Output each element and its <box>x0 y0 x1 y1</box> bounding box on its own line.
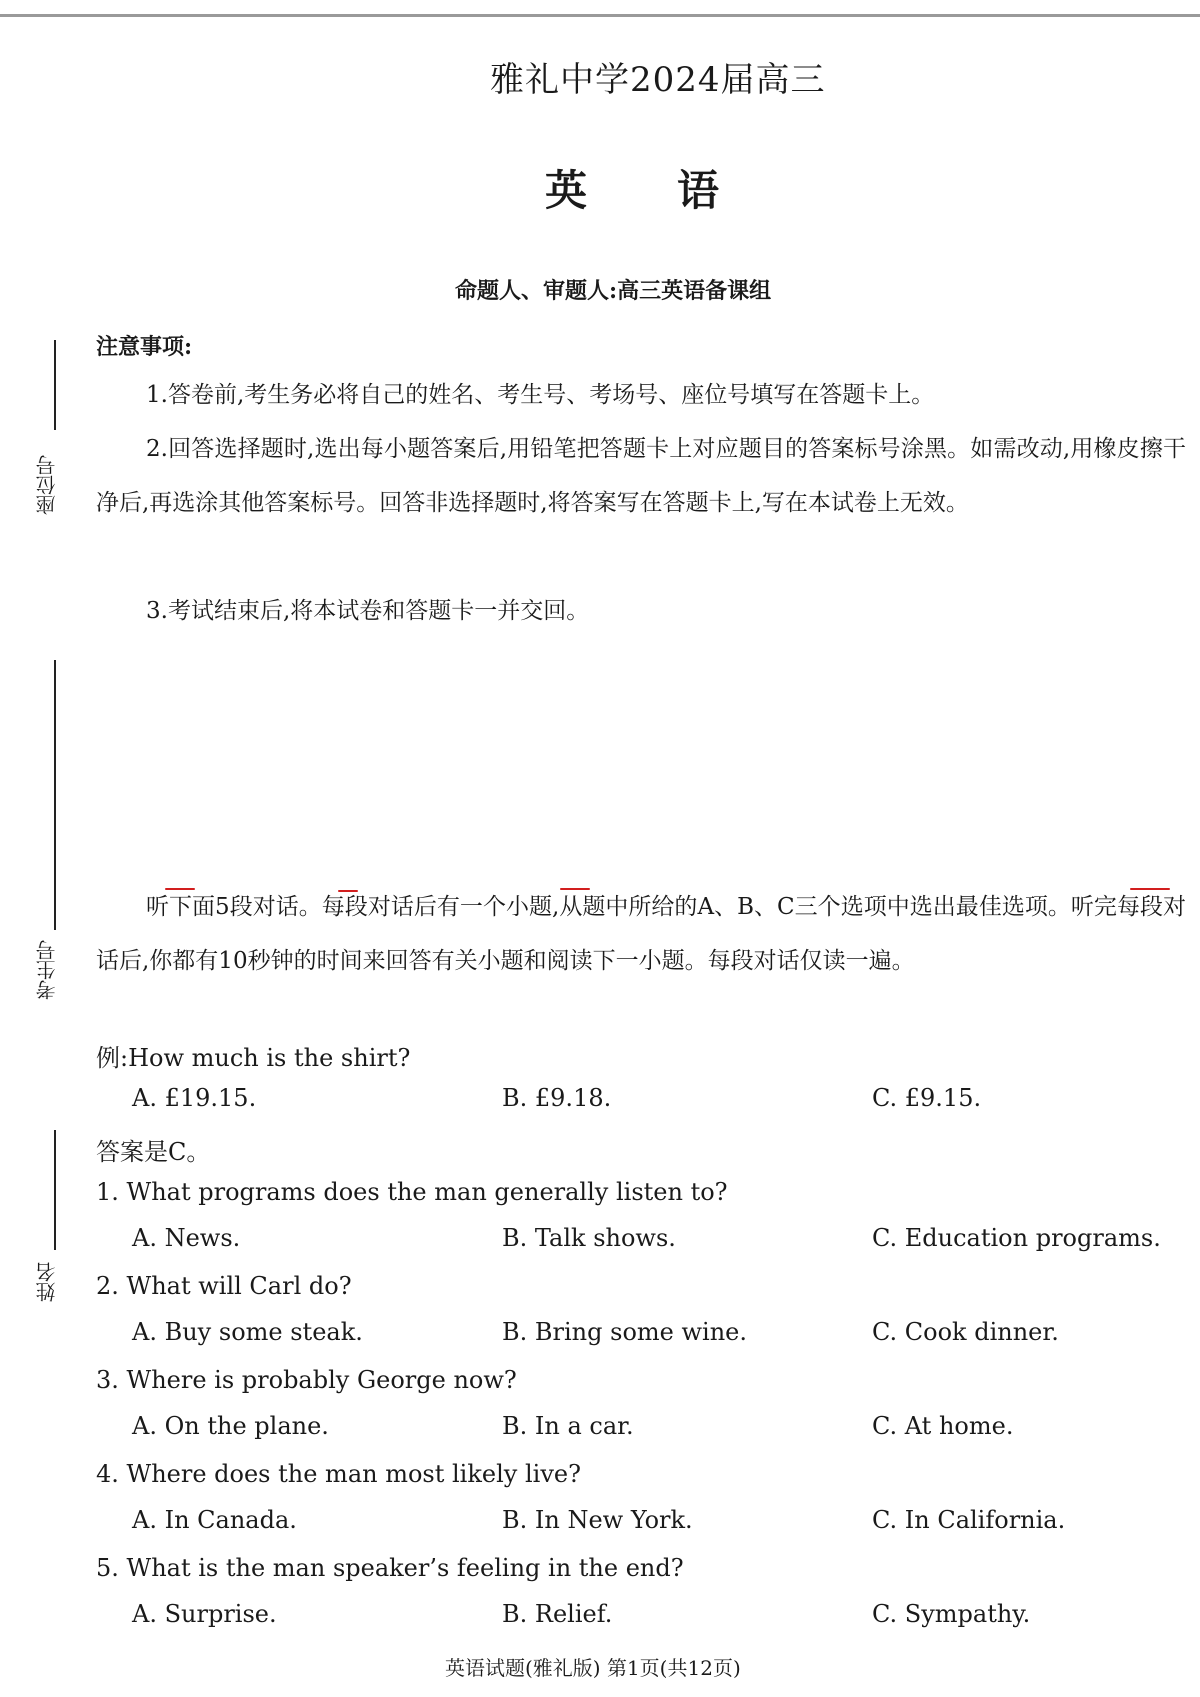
q2-option-c: C. Cook dinner. <box>872 1318 1059 1346</box>
question-4: 4. Where does the man most likely live? <box>96 1460 581 1488</box>
q4-option-a: A. In Canada. <box>132 1506 297 1534</box>
q2-option-b: B. Bring some wine. <box>502 1318 747 1346</box>
seat-line <box>54 340 56 430</box>
page-footer: 英语试题(雅礼版) 第1页(共12页) <box>445 1656 741 1680</box>
listening-instruction: 听下面5段对话。每段对话后有一个小题,从题中所给的A、B、C三个选项中选出最佳选项。听完每段对话后,你都有10秒钟的时间来回答有关小题和阅读下一小题。每段对话仅读一遍。 <box>96 894 1186 974</box>
exam-number-line <box>54 660 56 930</box>
example-option-a: A. £19.15. <box>132 1084 257 1112</box>
notice-item-3: 3.考试结束后,将本试卷和答题卡一并交回。 <box>146 598 590 624</box>
q3-option-a: A. On the plane. <box>132 1412 329 1440</box>
q2-option-a: A. Buy some steak. <box>132 1318 363 1346</box>
subject-title: 英语 <box>545 166 810 215</box>
q5-option-b: B. Relief. <box>502 1600 613 1628</box>
q4-option-c: C. In California. <box>872 1506 1066 1534</box>
q1-option-a: A. News. <box>132 1224 241 1252</box>
q1-option-c: C. Education programs. <box>872 1224 1161 1252</box>
notice-item-2: 2.回答选择题时,选出每小题答案后,用铅笔把答题卡上对应题目的答案标号涂黑。如需改动,用橡皮擦干净后,再选涂其他答案标号。回答非选择题时,将答案写在答题卡上,写在本试卷上无效。 <box>96 436 1186 516</box>
q3-option-c: C. At home. <box>872 1412 1014 1440</box>
example-question: 例:How much is the shirt? <box>96 1044 411 1072</box>
question-1: 1. What programs does the man generally listen to? <box>96 1178 728 1206</box>
q3-option-b: B. In a car. <box>502 1412 634 1440</box>
author-line: 命题人、审题人:高三英语备课组 <box>455 278 772 304</box>
notice-title: 注意事项: <box>96 334 193 360</box>
seat-label: 座位号 <box>35 455 59 515</box>
name-line <box>54 1130 56 1250</box>
question-5: 5. What is the man speaker’s feeling in the end? <box>96 1554 684 1582</box>
scan-top-line <box>0 14 1200 17</box>
name-label: 姓名 <box>35 1262 59 1302</box>
q5-option-a: A. Surprise. <box>132 1600 277 1628</box>
school-title: 雅礼中学2024届高三 <box>490 60 826 100</box>
q1-option-b: B. Talk shows. <box>502 1224 676 1252</box>
notice-item-1: 1.答卷前,考生务必将自己的姓名、考生号、考场号、座位号填写在答题卡上。 <box>146 382 935 408</box>
example-option-b: B. £9.18. <box>502 1084 612 1112</box>
exam-number-label: 考生号 <box>35 940 59 1000</box>
example-option-c: C. £9.15. <box>872 1084 982 1112</box>
q4-option-b: B. In New York. <box>502 1506 693 1534</box>
q5-option-c: C. Sympathy. <box>872 1600 1031 1628</box>
question-2: 2. What will Carl do? <box>96 1272 352 1300</box>
example-answer: 答案是C。 <box>96 1138 211 1166</box>
question-3: 3. Where is probably George now? <box>96 1366 517 1394</box>
